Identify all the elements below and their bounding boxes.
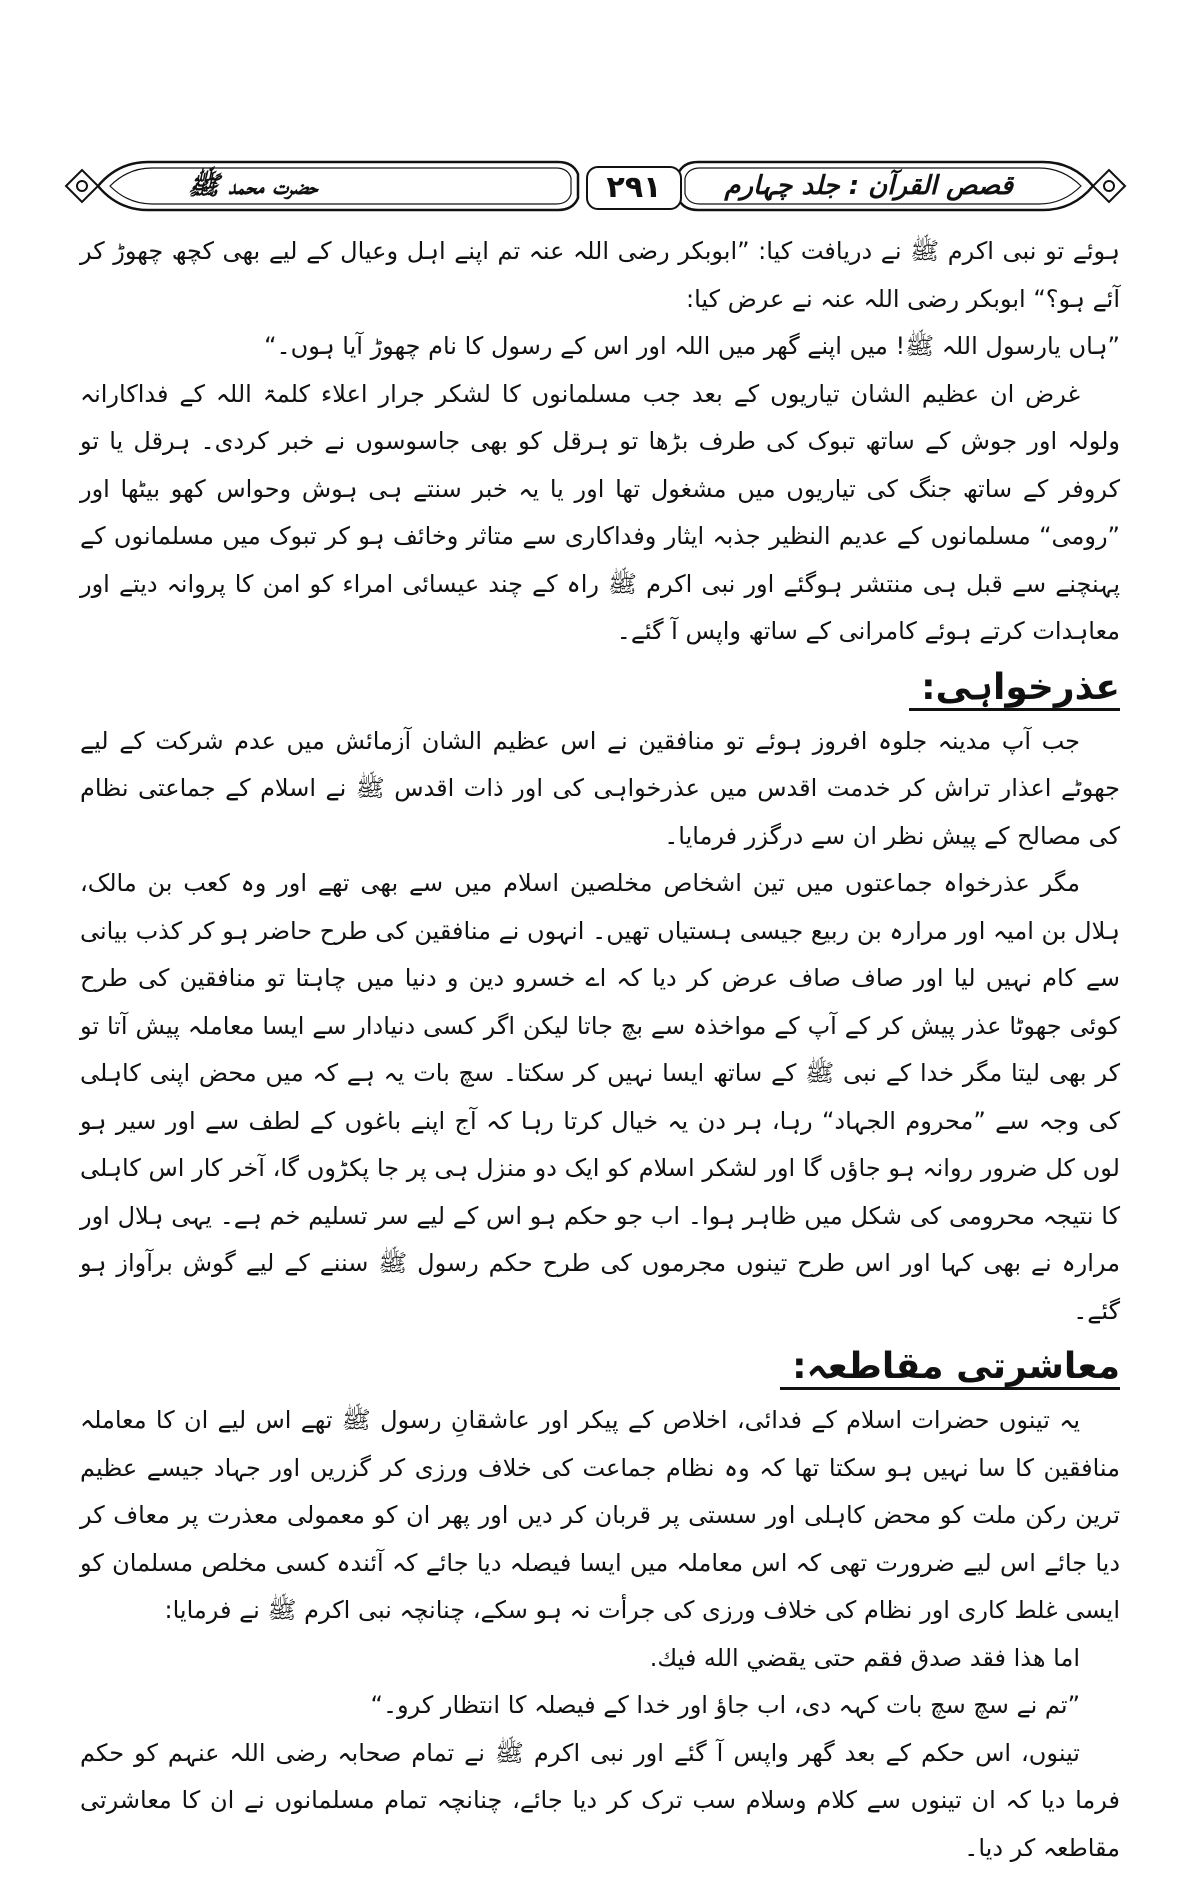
paragraph: ہوئے تو نبی اکرم ﷺ نے دریافت کیا: ”ابوبکر رضی اللہ عنہ تم اپنے اہل وعیال کے لیے بھی کچھ چھوڑ کر آئے ہو؟“ ابوبکر رضی اللہ عنہ نے عرض کیا:: [80, 237, 1120, 313]
paragraph: یہ تینوں حضرات اسلام کے فدائی، اخلاص کے پیکر اور عاشقانِ رسول ﷺ تھے اس لیے ان کا معاملہ منافقین کا سا نہیں ہو سکتا تھا کہ وہ نظام جماعت کی خلاف ورزی کر گزریں اور جہاد جیسے عظیم ترین رکن ملت کو محض کاہلی اور سستی پر قربان کر دیں اور پھر ان کو معمولی معذرت پر معاف کر دیا جائے اس لیے ضرورت تھی کہ اس معاملہ میں ایسا فیصلہ دیا جائے کہ آئندہ کسی مخلص مسلمان کو ایسی غلط کاری اور نظام کی خلاف ورزی کی جرأت نہ ہو سکے، چنانچہ نبی اکرم ﷺ نے فرمایا:: [80, 1406, 1120, 1624]
section-heading-text: معاشرتی مقاطعہ:: [780, 1346, 1120, 1390]
page-header: [58, 150, 1133, 222]
section-heading-apology: [80, 660, 1120, 716]
paragraph: مگر عذرخواہ جماعتوں میں تین اشخاص مخلصین اسلام میں سے بھی تھے اور وہ کعب بن مالک، ہلال بن امیہ اور مرارہ بن ربیع جیسی ہستیاں تھیں۔ انہوں نے منافقین کی طرح حاضر ہو کر کذب بیانی سے کام نہیں لیا اور صاف صاف عرض کر دیا کہ اے خسرو دین و دنیا میں چاہتا تو منافقین کی طرح کوئی جھوٹا عذر پیش کر کے آپ کے مواخذہ سے بچ جاتا لیکن اگر کسی دنیادار سے ایسا معاملہ پیش آتا تو کر بھی لیتا مگر خدا کے نبی ﷺ کے ساتھ ایسا نہیں کر سکتا۔ سچ بات یہ ہے کہ میں محض اپنی کاہلی کی وجہ سے ”محروم الجہاد“ رہا، ہر دن یہ خیال کرتا رہا کہ آج اپنے باغوں کے لطف سے اور سیر ہو لوں کل ضرور روانہ ہو جاؤں گا اور لشکر اسلام کو ایک دو منزل ہی پر جا پکڑوں گا، آخر کار اس کاہلی کا نتیجہ محرومی کی شکل میں ظاہر ہوا۔ اب جو حکم ہو اس کے لیے سر تسلیم خم ہے۔ یہی ہلال اور مرارہ نے بھی کہا اور اس طرح تینوں مجرموں کی طرح حکم رسول ﷺ سننے کے لیے گوش برآواز ہو گئے۔: [80, 869, 1120, 1325]
book-title: قصص القرآن : جلد چہارم: [724, 171, 1013, 201]
paragraph: غرض ان عظیم الشان تیاریوں کے بعد جب مسلمانوں کا لشکر جرار اعلاء کلمۃ اللہ کے فداکارانہ ولولہ اور جوش کے ساتھ تبوک کی طرف بڑھا تو ہرقل کو بھی جاسوسوں نے خبر کردی۔ ہرقل یا تو کروفر کے ساتھ جنگ کی تیاریوں میں مشغول تھا اور یا یہ خبر سنتے ہی ہوش وحواس کھو بیٹھا اور ”رومی“ مسلمانوں کے عدیم النظیر جذبہ ایثار وفداکاری سے متاثر وخائف ہو کر تبوک میں مسلمانوں کے پہنچنے سے قبل ہی منتشر ہوگئے اور نبی اکرم ﷺ راہ کے چند عیسائی امراء کو امن کا پروانہ دیتے اور معاہدات کرتے ہوئے کامرانی کے ساتھ واپس آ گئے۔: [80, 379, 1120, 645]
chapter-subject: حضرت محمد ﷺ: [188, 171, 318, 201]
paragraph: جب آپ مدینہ جلوہ افروز ہوئے تو منافقین نے اس عظیم الشان آزمائش میں عدم شرکت کے لیے جھوٹے اعذار تراش کر خدمت اقدس میں عذرخواہی کی اور ذات اقدس ﷺ نے اسلام کے جماعتی نظام کی مصالح کے پیش نظر ان سے درگزر فرمایا۔: [80, 726, 1120, 850]
quote-translation: ”تم نے سچ سچ بات کہہ دی، اب جاؤ اور خدا کے فیصلہ کا انتظار کرو۔“: [370, 1691, 1080, 1719]
quote-paragraph: ”ہاں یارسول اللہ ﷺ! میں اپنے گھر میں اللہ اور اس کے رسول کا نام چھوڑ آیا ہوں۔“: [264, 332, 1120, 360]
page-body: [80, 228, 1120, 1872]
paragraph: تینوں، اس حکم کے بعد گھر واپس آ گئے اور نبی اکرم ﷺ نے تمام صحابہ رضی اللہ عنہم کو حکم فرما دیا کہ ان تینوں سے کلام وسلام سب ترک کر دیا جائے، چنانچہ تمام مسلمانوں نے ان کا معاشرتی مقاطعہ کر دیا۔: [80, 1738, 1120, 1862]
arabic-quote: اما هذا فقد صدق فقم حتى يقضي الله فيك.: [649, 1643, 1080, 1672]
section-heading-boycott: [80, 1339, 1120, 1395]
section-heading-text: عذرخواہی:: [909, 667, 1120, 711]
page-number: ۲۹۱: [586, 166, 682, 210]
